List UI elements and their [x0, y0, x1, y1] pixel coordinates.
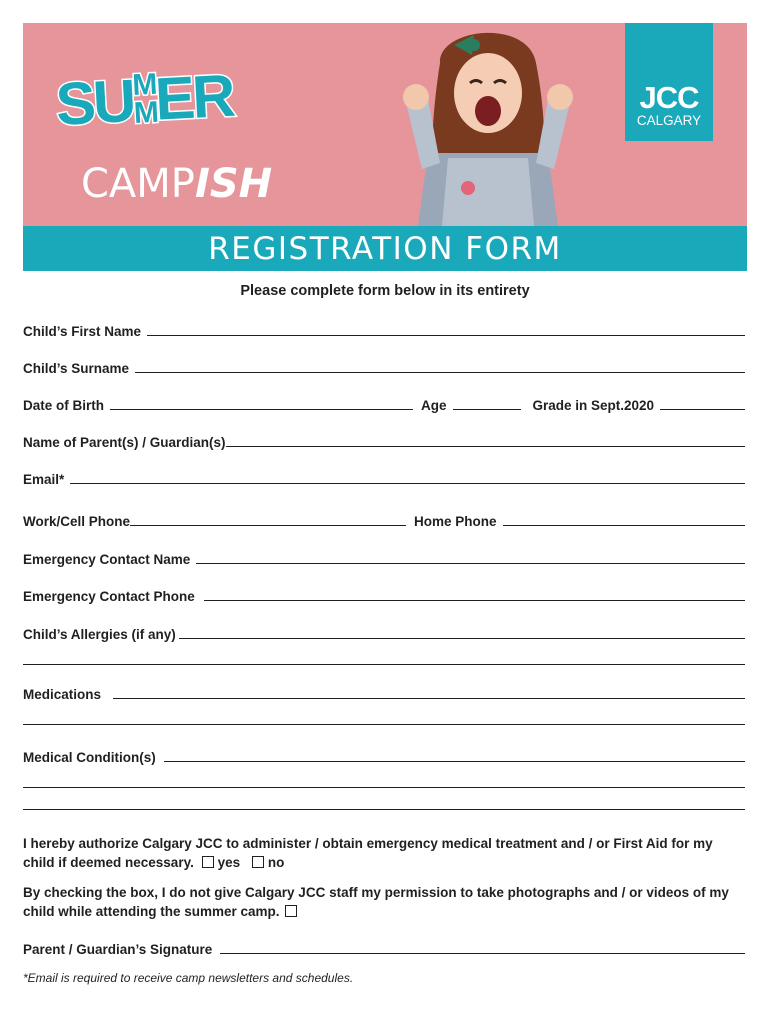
- medications-label: Medications: [23, 687, 102, 702]
- summer-campish-logo: [23, 23, 353, 223]
- emergency-name-row: [23, 549, 745, 567]
- jcc-logo-text: JCC: [639, 80, 699, 115]
- medical-consent-text: I hereby authorize Calgary JCC to administer / obtain emergency medical treatment and / or First Aid for my child if deemed necessary.: [23, 836, 713, 870]
- allergies-extra-line[interactable]: [23, 664, 745, 665]
- parent-name-field[interactable]: [226, 446, 745, 447]
- surname-field[interactable]: [135, 372, 745, 373]
- jcc-calgary-logo: [625, 23, 713, 141]
- email-label: Email*: [23, 472, 65, 487]
- emergency-phone-field[interactable]: [204, 600, 745, 601]
- signature-label: Parent / Guardian’s Signature: [23, 942, 213, 957]
- home-phone-label: Home Phone: [414, 514, 497, 529]
- surname-row: [23, 358, 745, 376]
- consent-yes-checkbox[interactable]: [202, 856, 214, 868]
- conditions-label: Medical Condition(s): [23, 750, 156, 765]
- medications-field[interactable]: [113, 698, 745, 699]
- conditions-field[interactable]: [164, 761, 745, 762]
- photo-consent: [23, 883, 747, 921]
- first-name-field[interactable]: [147, 335, 745, 336]
- conditions-extra-line-1[interactable]: [23, 787, 745, 788]
- medications-extra-line[interactable]: [23, 724, 745, 725]
- photo-optout-checkbox[interactable]: [285, 905, 297, 917]
- email-row: [23, 469, 745, 487]
- emergency-name-label: Emergency Contact Name: [23, 552, 191, 567]
- parent-name-label: Name of Parent(s) / Guardian(s): [23, 435, 226, 450]
- form-title-bar: [23, 226, 747, 271]
- grade-label: Grade in Sept.2020: [532, 398, 655, 413]
- age-field[interactable]: [453, 409, 521, 410]
- allergies-field[interactable]: [179, 638, 745, 639]
- emergency-name-field[interactable]: [196, 563, 745, 564]
- email-field[interactable]: [70, 483, 745, 484]
- logo-campish-text: CAMPISH: [81, 161, 273, 207]
- instruction-text: Please complete form below in its entirety: [240, 283, 530, 299]
- work-phone-label: Work/Cell Phone: [23, 514, 131, 529]
- logo-summer-mm: M: [131, 67, 156, 102]
- logo-summer-u: U: [91, 67, 135, 137]
- dob-field[interactable]: [110, 409, 413, 410]
- consent-no-checkbox[interactable]: [252, 856, 264, 868]
- photo-consent-text: By checking the box, I do not give Calgary JCC staff my permission to take photographs and / or videos of my child while attending the summer camp.: [23, 885, 729, 919]
- grade-field[interactable]: [660, 409, 745, 410]
- girl-photo: [388, 23, 588, 226]
- conditions-extra-line-2[interactable]: [23, 809, 745, 810]
- allergies-label: Child’s Allergies (if any): [23, 627, 176, 642]
- first-name-label: Child’s First Name: [23, 324, 142, 339]
- first-name-row: [23, 321, 745, 339]
- email-footnote: *Email is required to receive camp newsletters and schedules.: [23, 971, 354, 985]
- medications-row: [23, 684, 745, 702]
- conditions-row: [23, 747, 745, 765]
- logo-summer-text: $SU^MMER$: [54, 61, 235, 138]
- dob-age-grade-row: [23, 395, 745, 413]
- logo-summer-s: S: [54, 69, 95, 138]
- consent-yes-label: yes: [217, 855, 241, 870]
- emergency-phone-row: [23, 586, 745, 604]
- parent-name-row: [23, 432, 745, 450]
- surname-label: Child’s Surname: [23, 361, 130, 376]
- banner-pink-area: [23, 23, 747, 226]
- work-phone-field[interactable]: [130, 525, 406, 526]
- form-title: REGISTRATION FORM: [208, 230, 562, 267]
- header-banner: [23, 23, 747, 271]
- consent-no-label: no: [267, 855, 285, 870]
- medical-consent: [23, 834, 747, 872]
- signature-row: [23, 939, 745, 957]
- allergies-row: [23, 624, 745, 642]
- signature-field[interactable]: [220, 953, 745, 954]
- phone-row: [23, 511, 745, 529]
- calgary-logo-text: CALGARY: [636, 113, 702, 128]
- emergency-phone-label: Emergency Contact Phone: [23, 589, 195, 604]
- age-label: Age: [421, 398, 447, 413]
- home-phone-field[interactable]: [503, 525, 745, 526]
- dob-label: Date of Birth: [23, 398, 104, 413]
